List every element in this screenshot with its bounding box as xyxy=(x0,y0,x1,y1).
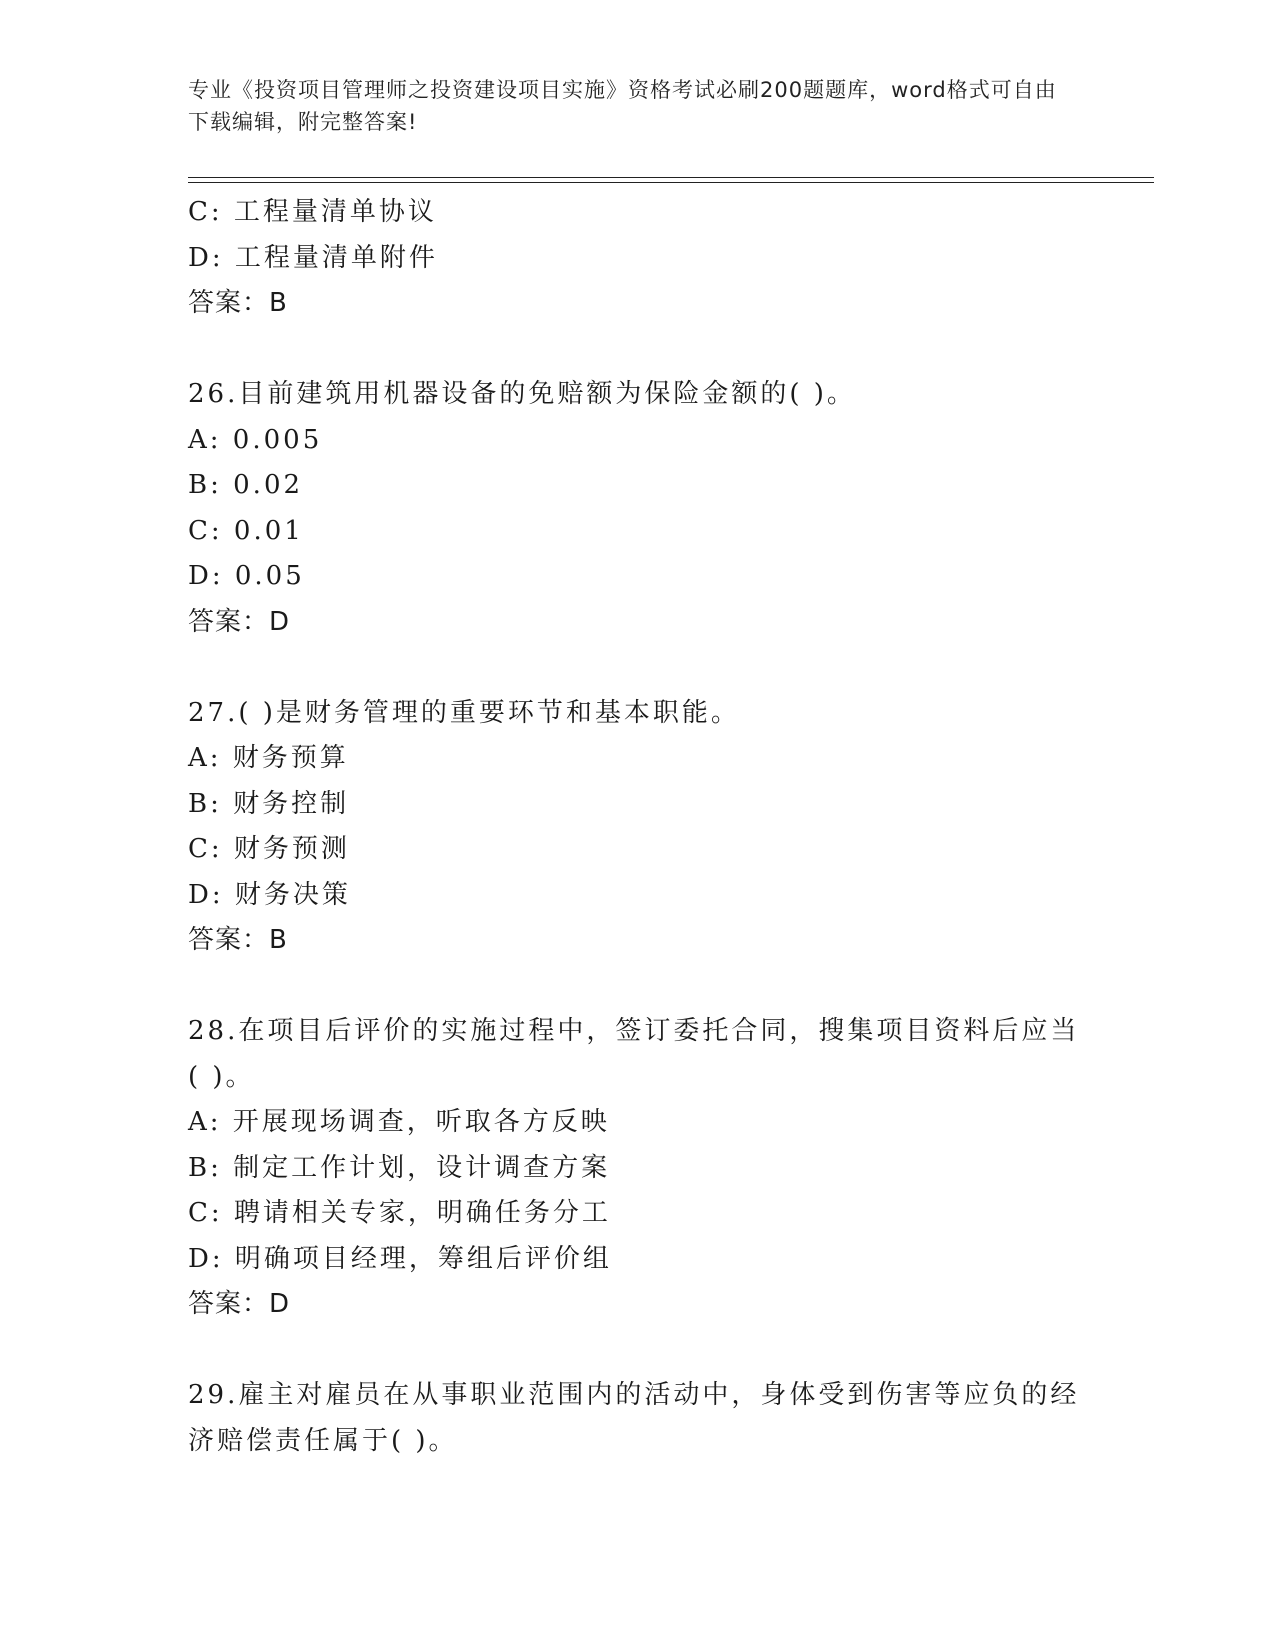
spacer xyxy=(188,1328,1088,1374)
question-text: 27.( )是财务管理的重要环节和基本职能。 xyxy=(188,697,740,728)
option-c: C: 工程量清单协议 xyxy=(188,197,437,227)
question-text-line-2: 济赔偿责任属于( )。 xyxy=(188,1425,458,1456)
question-text-line-1: 29.雇主对雇员在从事职业范围内的活动中，身体受到伤害等应负的经 xyxy=(188,1380,1080,1410)
document-header: 专业《投资项目管理师之投资建设项目实施》资格考试必刷200题题库，word格式可自由下载编辑，附完整答案! xyxy=(188,78,1057,134)
option-b: B: 财务控制 xyxy=(188,788,350,819)
option-c: C: 0.01 xyxy=(188,515,304,546)
spacer xyxy=(188,964,1088,1010)
option-a: A: 0.005 xyxy=(188,424,323,455)
answer: 答案：B xyxy=(188,288,288,318)
question-text: 26.目前建筑用机器设备的免赔额为保险金额的( )。 xyxy=(188,379,856,409)
option-c: C: 聘请相关专家，明确任务分工 xyxy=(188,1198,611,1228)
question-27 xyxy=(188,691,1088,964)
option-d: D: 工程量清单附件 xyxy=(188,242,438,273)
option-b: B: 制定工作计划，设计调查方案 xyxy=(188,1152,611,1183)
header-rule-bottom xyxy=(188,182,1154,183)
question-list xyxy=(188,190,1088,1464)
question-29 xyxy=(188,1373,1088,1464)
option-d: D: 财务决策 xyxy=(188,879,351,910)
answer: 答案：D xyxy=(188,1289,291,1319)
option-a: A: 开展现场调查，听取各方反映 xyxy=(188,1107,610,1137)
option-c: C: 财务预测 xyxy=(188,834,350,864)
option-b: B: 0.02 xyxy=(188,470,304,500)
question-26 xyxy=(188,372,1088,645)
header-rule-top xyxy=(188,177,1154,178)
spacer xyxy=(188,327,1088,373)
question-28 xyxy=(188,1009,1088,1328)
answer: 答案：D xyxy=(188,606,291,637)
question-text-line-1: 28.在项目后评价的实施过程中，签订委托合同，搜集项目资料后应当 xyxy=(188,1016,1080,1046)
option-d: D: 明确项目经理，筹组后评价组 xyxy=(188,1243,612,1274)
question-25-fragment xyxy=(188,190,1088,327)
answer: 答案：B xyxy=(188,925,288,955)
spacer xyxy=(188,645,1088,691)
option-d: D: 0.05 xyxy=(188,561,305,591)
option-a: A: 财务预算 xyxy=(188,743,349,773)
question-text-line-2: ( )。 xyxy=(188,1061,255,1092)
